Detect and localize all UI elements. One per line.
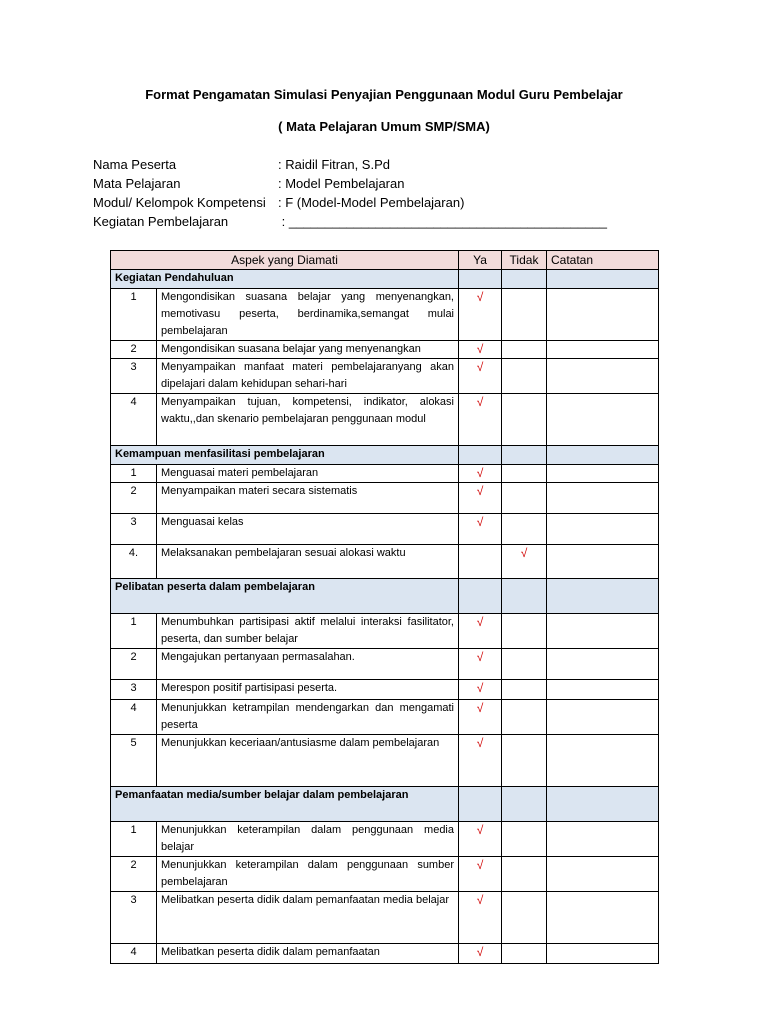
table-row (111, 822, 659, 857)
tidak-check-mark (502, 822, 547, 857)
section-title: Kemampuan menfasilitasi pembelajaran (111, 446, 459, 465)
section-ya-cell (459, 579, 502, 614)
header-tidak: Tidak (502, 251, 547, 270)
row-aspect-text: Menguasai materi pembelajaran (157, 465, 459, 483)
row-aspect-text: Menyampaikan manfaat materi pembelajaranyang akan dipelajari dalam kehidupan sehari-hari (157, 359, 459, 394)
row-number: 1 (111, 465, 157, 483)
tidak-check-mark (502, 359, 547, 394)
row-number: 1 (111, 822, 157, 857)
row-number: 2 (111, 649, 157, 680)
tidak-check-mark (502, 514, 547, 545)
table-row (111, 465, 659, 483)
row-aspect-text: Menunjukkan keterampilan dalam penggunaan media belajar (157, 822, 459, 857)
tidak-check-mark (502, 483, 547, 514)
table-row (111, 483, 659, 514)
table-row (111, 514, 659, 545)
section-catatan-cell (547, 787, 659, 822)
section-title: Kegiatan Pendahuluan (111, 270, 459, 289)
info-value: : Raidil Fitran, S.Pd (278, 157, 390, 172)
ya-check-mark: √ (459, 341, 502, 359)
info-value: : Model Pembelajaran (278, 176, 405, 191)
row-aspect-text: Melibatkan peserta didik dalam pemanfaatan media belajar (157, 892, 459, 944)
ya-check-mark (459, 545, 502, 579)
section-tidak-cell (502, 579, 547, 614)
section-tidak-cell (502, 446, 547, 465)
ya-check-mark: √ (459, 944, 502, 964)
catatan-cell (547, 359, 659, 394)
ya-check-mark: √ (459, 614, 502, 649)
catatan-cell (547, 857, 659, 892)
ya-check-mark: √ (459, 649, 502, 680)
tidak-check-mark (502, 735, 547, 787)
info-label: Nama Peserta (93, 157, 177, 172)
ya-check-mark: √ (459, 822, 502, 857)
section-row (111, 787, 659, 822)
catatan-cell (547, 341, 659, 359)
document-subtitle: ( Mata Pelajaran Umum SMP/SMA) (278, 119, 490, 134)
section-title: Pemanfaatan media/sumber belajar dalam pembelajaran (111, 787, 459, 822)
section-row (111, 579, 659, 614)
header-ya: Ya (459, 251, 502, 270)
row-number: 1 (111, 614, 157, 649)
observation-table (110, 250, 659, 964)
tidak-check-mark (502, 944, 547, 964)
catatan-cell (547, 700, 659, 735)
tidak-check-mark (502, 614, 547, 649)
row-aspect-text: Melibatkan peserta didik dalam pemanfaatan (157, 944, 459, 964)
section-catatan-cell (547, 270, 659, 289)
tidak-check-mark (502, 892, 547, 944)
table-row (111, 341, 659, 359)
section-tidak-cell (502, 270, 547, 289)
catatan-cell (547, 649, 659, 680)
row-aspect-text: Menyampaikan materi secara sistematis (157, 483, 459, 514)
table-row (111, 680, 659, 700)
tidak-check-mark (502, 465, 547, 483)
row-number: 2 (111, 483, 157, 514)
row-number: 3 (111, 359, 157, 394)
info-row (93, 212, 607, 231)
row-aspect-text: Menunjukkan keterampilan dalam penggunaan sumber pembelajaran (157, 857, 459, 892)
catatan-cell (547, 289, 659, 341)
section-title: Pelibatan peserta dalam pembelajaran (111, 579, 459, 614)
row-number: 3 (111, 892, 157, 944)
row-aspect-text: Mengondisikan suasana belajar yang menyenangkan (157, 341, 459, 359)
row-number: 3 (111, 514, 157, 545)
row-number: 4 (111, 944, 157, 964)
section-catatan-cell (547, 579, 659, 614)
catatan-cell (547, 483, 659, 514)
info-row (93, 174, 607, 193)
info-label: Mata Pelajaran (93, 176, 181, 191)
row-aspect-text: Mengondisikan suasana belajar yang menyenangkan, memotivasu peserta, berdinamika,semangat mulai pembelajaran (157, 289, 459, 341)
ya-check-mark: √ (459, 857, 502, 892)
info-label: Kegiatan Pembelajaran (93, 214, 229, 229)
row-aspect-text: Menyampaikan tujuan, kompetensi, indikator, alokasi waktu,,dan skenario pembelajaran penggunaan modul (157, 394, 459, 446)
row-number: 4. (111, 545, 157, 579)
row-aspect-text: Menunjukkan ketrampilan mendengarkan dan mengamati peserta (157, 700, 459, 735)
section-catatan-cell (547, 446, 659, 465)
section-ya-cell (459, 446, 502, 465)
tidak-check-mark (502, 680, 547, 700)
section-ya-cell (459, 270, 502, 289)
row-aspect-text: Menguasai kelas (157, 514, 459, 545)
header-aspek: Aspek yang Diamati (111, 251, 459, 270)
info-value: : F (Model-Model Pembelajaran) (278, 195, 465, 210)
tidak-check-mark (502, 394, 547, 446)
ya-check-mark: √ (459, 700, 502, 735)
table-row (111, 944, 659, 964)
ya-check-mark: √ (459, 514, 502, 545)
table-row (111, 545, 659, 579)
row-aspect-text: Melaksanakan pembelajaran sesuai alokasi waktu (157, 545, 459, 579)
ya-check-mark: √ (459, 483, 502, 514)
info-label: Modul/ Kelompok Kompetensi (93, 195, 266, 210)
row-aspect-text: Menumbuhkan partisipasi aktif melalui interaksi fasilitator, peserta, dan sumber belajar (157, 614, 459, 649)
row-number: 1 (111, 289, 157, 341)
catatan-cell (547, 822, 659, 857)
catatan-cell (547, 545, 659, 579)
ya-check-mark: √ (459, 289, 502, 341)
row-number: 4 (111, 394, 157, 446)
row-aspect-text: Mengajukan pertanyaan permasalahan. (157, 649, 459, 680)
document-title: Format Pengamatan Simulasi Penyajian Penggunaan Modul Guru Pembelajar (145, 87, 623, 102)
table-row (111, 700, 659, 735)
participant-info (93, 155, 607, 231)
row-number: 3 (111, 680, 157, 700)
section-tidak-cell (502, 787, 547, 822)
row-number: 5 (111, 735, 157, 787)
table-row (111, 614, 659, 649)
tidak-check-mark (502, 857, 547, 892)
tidak-check-mark (502, 649, 547, 680)
ya-check-mark: √ (459, 465, 502, 483)
tidak-check-mark: √ (502, 545, 547, 579)
ya-check-mark: √ (459, 394, 502, 446)
ya-check-mark: √ (459, 892, 502, 944)
table-row (111, 857, 659, 892)
table-row (111, 359, 659, 394)
row-aspect-text: Merespon positif partisipasi peserta. (157, 680, 459, 700)
ya-check-mark: √ (459, 680, 502, 700)
catatan-cell (547, 680, 659, 700)
table-row (111, 649, 659, 680)
ya-check-mark: √ (459, 735, 502, 787)
catatan-cell (547, 944, 659, 964)
section-row (111, 270, 659, 289)
ya-check-mark: √ (459, 359, 502, 394)
row-number: 4 (111, 700, 157, 735)
header-catatan: Catatan (547, 251, 659, 270)
table-row (111, 394, 659, 446)
tidak-check-mark (502, 341, 547, 359)
catatan-cell (547, 514, 659, 545)
catatan-cell (547, 465, 659, 483)
section-ya-cell (459, 787, 502, 822)
tidak-check-mark (502, 700, 547, 735)
row-number: 2 (111, 857, 157, 892)
table-row (111, 735, 659, 787)
catatan-cell (547, 892, 659, 944)
catatan-cell (547, 735, 659, 787)
info-value: : ____________________________________________ (278, 214, 607, 229)
info-row (93, 155, 607, 174)
table-header-row (111, 251, 659, 270)
info-row (93, 193, 607, 212)
catatan-cell (547, 394, 659, 446)
table-row (111, 289, 659, 341)
catatan-cell (547, 614, 659, 649)
tidak-check-mark (502, 289, 547, 341)
section-row (111, 446, 659, 465)
table-row (111, 892, 659, 944)
row-number: 2 (111, 341, 157, 359)
row-aspect-text: Menunjukkan keceriaan/antusiasme dalam pembelajaran (157, 735, 459, 787)
